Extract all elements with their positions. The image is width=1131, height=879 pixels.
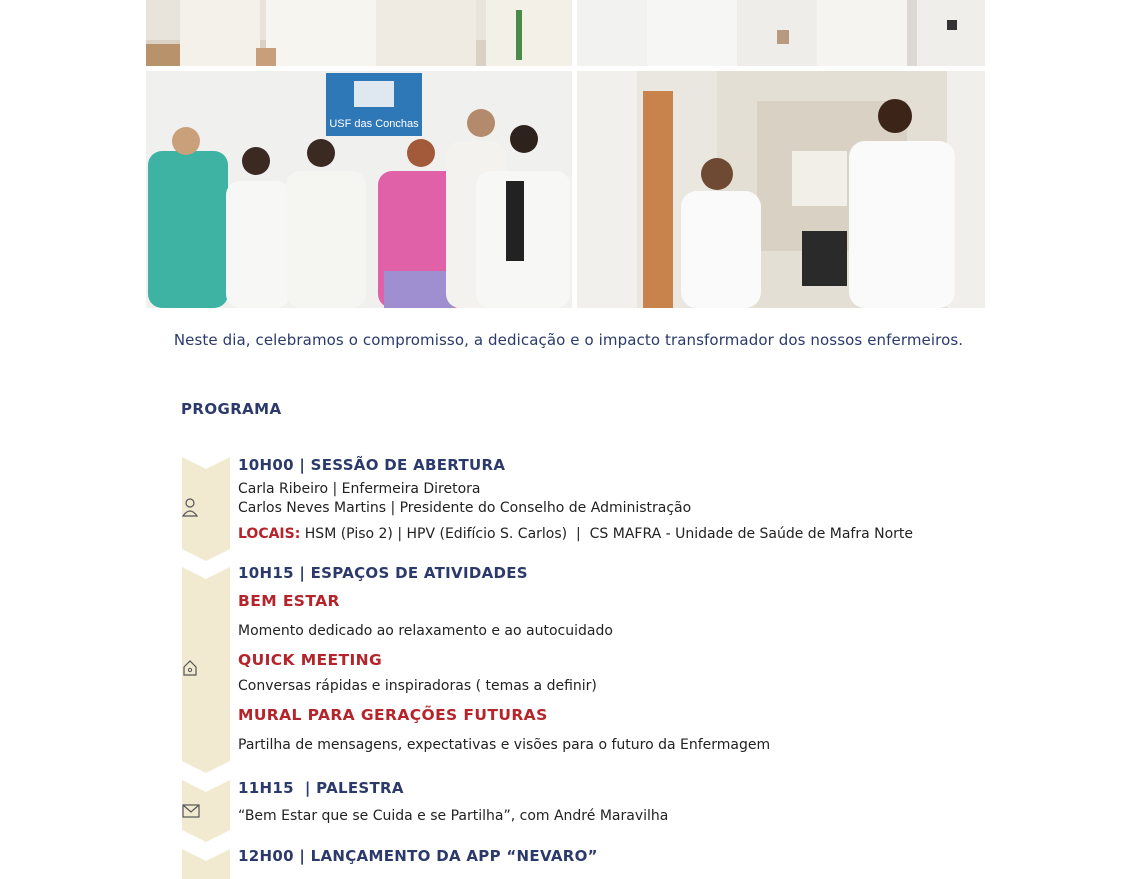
photo-team-top-right (577, 0, 985, 66)
session-3-description: “Bem Estar que se Cuida e se Partilha”, com André Maravilha (238, 808, 669, 824)
photo-two-nurses-corridor (577, 71, 985, 308)
session-1-speaker-1: Carla Ribeiro | Enfermeira Diretora (238, 481, 481, 497)
session-1-locations (238, 526, 913, 542)
timeline-tab-session-3 (182, 780, 230, 842)
activity-2-title: QUICK MEETING (238, 651, 383, 669)
session-4-heading: 12H00 | LANÇAMENTO DA APP “NEVARO” (238, 847, 598, 865)
session-3-heading: 11H15 | PALESTRA (238, 779, 404, 797)
activity-2-description: Conversas rápidas e inspiradoras ( temas a definir) (238, 678, 597, 694)
locais-text: HSM (Piso 2) | HPV (Edifício S. Carlos) | CS MAFRA - Unidade de Saúde de Mafra Norte (300, 526, 914, 542)
activity-1-title: BEM ESTAR (238, 592, 340, 610)
locais-label: LOCAIS: (238, 526, 301, 542)
program-title: PROGRAMA (181, 400, 282, 418)
photo-usf-conchas-team (146, 71, 572, 308)
session-1-speaker-2: Carlos Neves Martins | Presidente do Conselho de Administração (238, 500, 692, 516)
session-2-heading: 10H15 | ESPAÇOS DE ATIVIDADES (238, 564, 528, 582)
timeline-tab-session-2 (182, 567, 230, 773)
activity-1-description: Momento dedicado ao relaxamento e ao autocuidado (238, 623, 613, 639)
home-icon (182, 659, 230, 677)
session-1-heading: 10H00 | SESSÃO DE ABERTURA (238, 456, 506, 474)
photo-team-top-left (146, 0, 572, 66)
person-icon (182, 497, 230, 517)
tagline: Neste dia, celebramos o compromisso, a dedicação e o impacto transformador dos nossos enfermeiros. (173, 331, 964, 349)
activity-3-title: MURAL PARA GERAÇÕES FUTURAS (238, 706, 548, 724)
timeline-tab-session-4 (182, 849, 230, 879)
svg-text:USF das Conchas: USF das Conchas (329, 118, 419, 130)
mail-icon (182, 804, 230, 818)
activity-3-description: Partilha de mensagens, expectativas e visões para o futuro da Enfermagem (238, 737, 771, 753)
timeline-tab-session-1 (182, 457, 230, 561)
